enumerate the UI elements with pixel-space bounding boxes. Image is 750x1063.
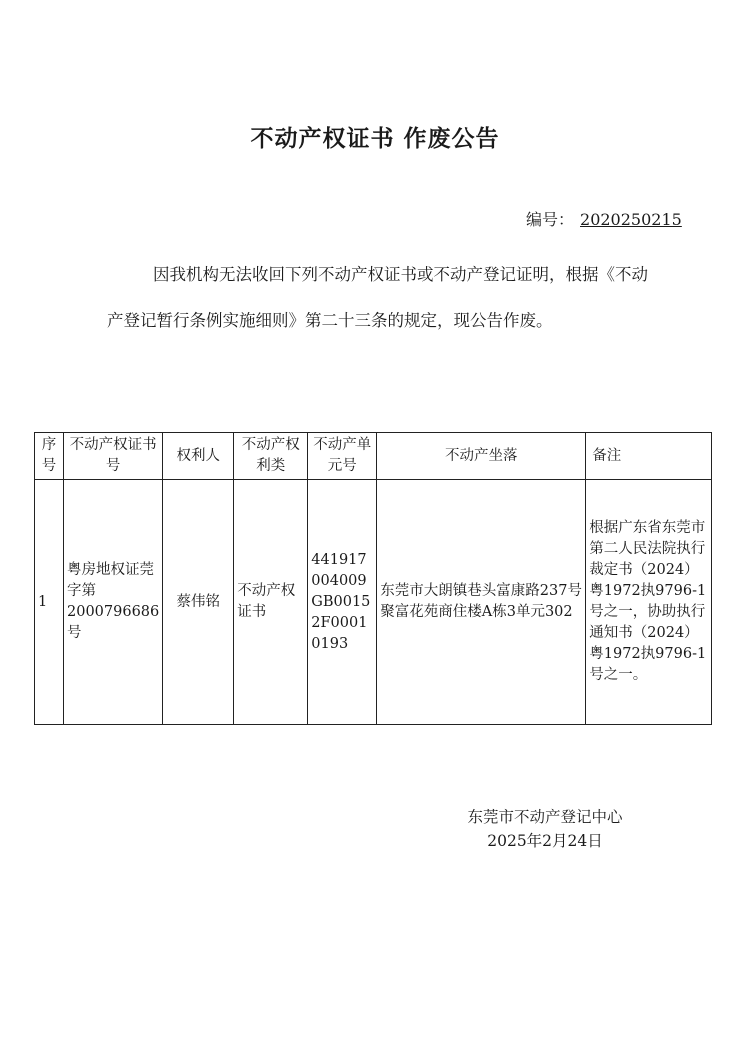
cell-unit-no: 441917004009GB00152F00010193: [308, 480, 377, 725]
cell-remark: 根据广东省东莞市第二人民法院执行裁定书（2024）粤1972执9796-1号之一，协助执行通知书（2024）粤1972执9796-1号之一。: [586, 480, 712, 725]
header-unit-no: 不动产单元号: [308, 433, 377, 480]
document-number-value: 2020250215: [580, 210, 682, 229]
header-holder: 权利人: [163, 433, 234, 480]
cell-location: 东莞市大朗镇巷头富康路237号聚富花苑商住楼A栋3单元302: [377, 480, 586, 725]
document-number: [526, 207, 682, 230]
header-location: 不动产坐落: [377, 433, 586, 480]
cell-holder: 蔡伟铭: [163, 480, 234, 725]
void-certificate-table: [34, 432, 712, 725]
header-right-type: 不动产权利类: [234, 433, 308, 480]
page-title: 不动产权证书 作废公告: [250, 126, 500, 152]
issue-date: 2025年2月24日: [487, 832, 603, 850]
document-number-label: 编号：: [526, 210, 575, 229]
header-no: 序号: [35, 433, 64, 480]
cell-no: 1: [35, 480, 64, 725]
issuing-organization: 东莞市不动产登记中心: [467, 808, 623, 826]
header-remark: 备注: [586, 433, 712, 480]
cell-right-type: 不动产权证书: [234, 480, 308, 725]
signature-block: [430, 805, 660, 853]
table-header-row: [35, 433, 712, 480]
announcement-body: 因我机构无法收回下列不动产权证书或不动产登记证明，根据《不动产登记暂行条例实施细则》第二十三条的规定，现公告作废。: [107, 265, 648, 330]
table-row: [35, 480, 712, 725]
cell-cert-no: 粤房地权证莞字第2000796686号: [64, 480, 163, 725]
header-cert-no: 不动产权证书号: [64, 433, 163, 480]
